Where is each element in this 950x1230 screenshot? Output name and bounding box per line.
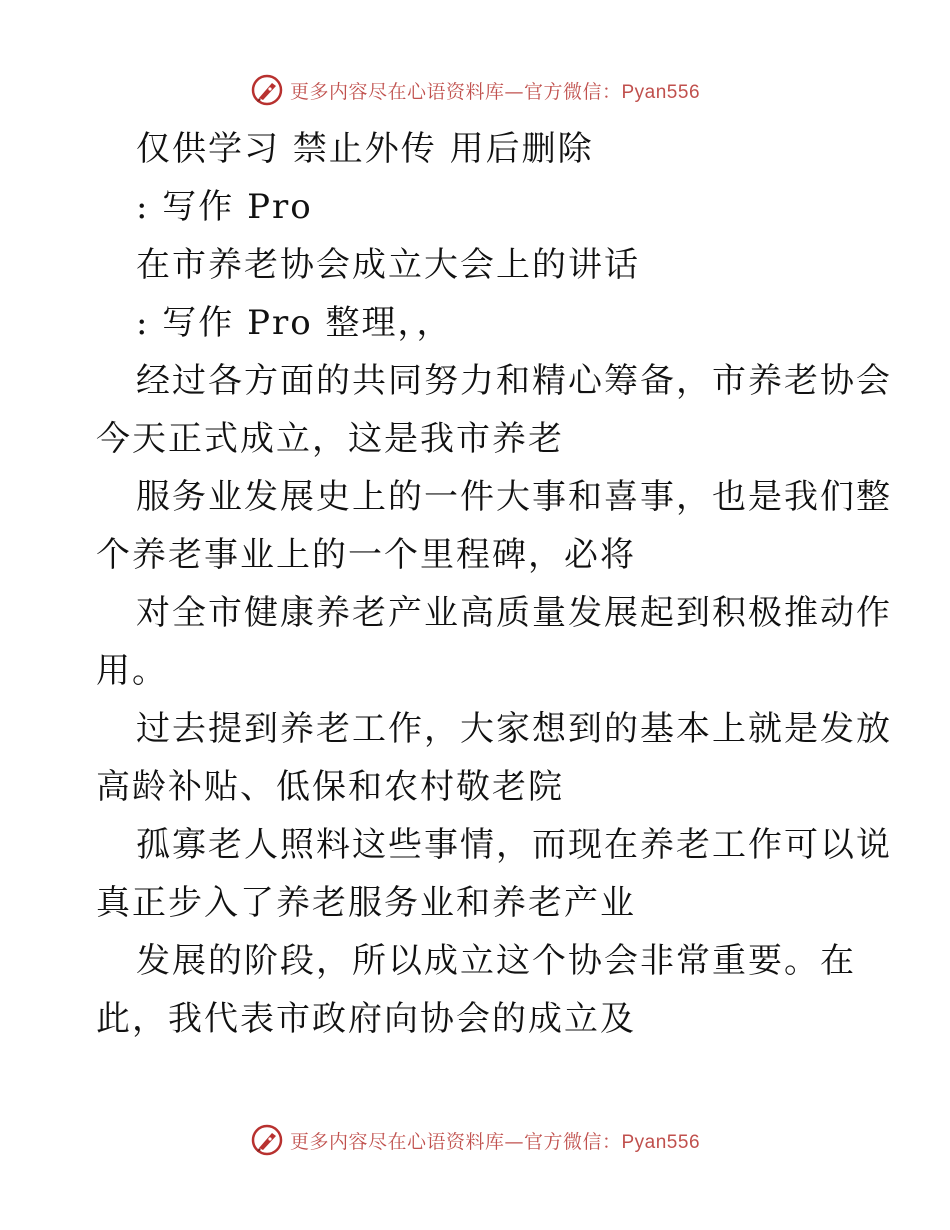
footer-banner <box>0 1120 950 1160</box>
doc-line: 孤寡老人照料这些事情，而现在养老工作可以说 <box>136 825 892 865</box>
doc-line: 用。 <box>96 651 168 691</box>
doc-line: 仅供学习 禁止外传 用后删除 <box>136 129 594 169</box>
doc-line: 高龄补贴、低保和农村敬老院 <box>96 767 564 807</box>
pen-nib-logo-icon <box>250 73 284 107</box>
doc-line: 发展的阶段，所以成立这个协会非常重要。在 <box>136 941 856 981</box>
banner-dash: — <box>504 1130 524 1153</box>
banner-text <box>290 1127 700 1154</box>
banner-dash: — <box>504 80 524 103</box>
doc-line: 今天正式成立，这是我市养老 <box>96 419 564 459</box>
doc-line: 个养老事业上的一个里程碑，必将 <box>96 535 636 575</box>
banner-label: 官方微信： <box>523 1130 622 1153</box>
document-body <box>96 120 892 1048</box>
banner-content <box>250 73 700 107</box>
pen-nib-logo-icon <box>250 1123 284 1157</box>
doc-line: 服务业发展史上的一件大事和喜事，也是我们整 <box>136 477 892 517</box>
doc-line: 真正步入了养老服务业和养老产业 <box>96 883 636 923</box>
doc-line: 对全市健康养老产业高质量发展起到积极推动作 <box>136 593 892 633</box>
banner-title: 更多内容尽在心语资料库 <box>289 80 505 103</box>
banner-wechat-id: Pyan556 <box>621 81 701 103</box>
header-banner <box>0 70 950 110</box>
banner-title: 更多内容尽在心语资料库 <box>289 1130 505 1153</box>
banner-label: 官方微信： <box>523 80 622 103</box>
doc-line: 经过各方面的共同努力和精心筹备，市养老协会 <box>136 361 892 401</box>
doc-line: : 写作 Pro <box>136 187 313 227</box>
doc-line: : 写作 Pro 整理，， <box>136 303 453 343</box>
doc-line: 此，我代表市政府向协会的成立及 <box>96 999 636 1039</box>
doc-line: 过去提到养老工作，大家想到的基本上就是发放 <box>136 709 892 749</box>
banner-text <box>290 77 700 104</box>
doc-line: 在市养老协会成立大会上的讲话 <box>136 245 640 285</box>
banner-content <box>250 1123 700 1157</box>
banner-wechat-id: Pyan556 <box>621 1131 701 1153</box>
